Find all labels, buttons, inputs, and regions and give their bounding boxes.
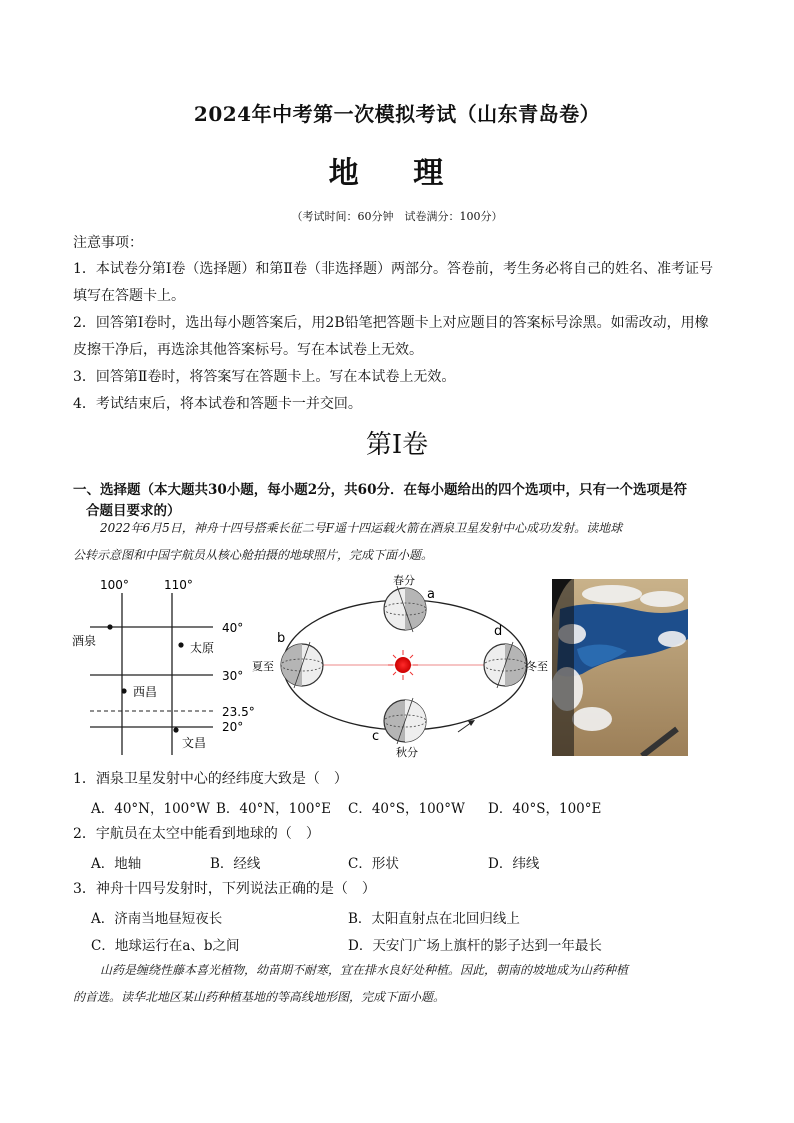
section-title: 第Ⅰ卷	[365, 430, 429, 460]
exam-title: 2024年中考第一次模拟考试（山东青岛卷）	[193, 102, 601, 126]
question-1-option-b[interactable]: B．40°N，100°E	[216, 801, 332, 817]
question-3-option-a[interactable]: A．济南当地昼短夜长	[91, 911, 223, 927]
time-info: （考试时间：60分钟 试卷满分：100分）	[291, 210, 503, 223]
label-winter: 冬至	[526, 660, 548, 673]
jiuquan-dot	[107, 624, 112, 629]
subject-title: 地 理	[328, 156, 466, 191]
question-3-option-b[interactable]: B．太阳直射点在北回归线上	[348, 911, 520, 927]
place-xichang: 西昌	[133, 685, 158, 699]
question-2-option-a[interactable]: A．地轴	[91, 856, 142, 872]
notes-item: 皮擦干净后，再选涂其他答案标号。写在本试卷上无效。	[73, 342, 423, 358]
question-3-stem: 3．神舟十四号发射时，下列说法正确的是（ ）	[73, 881, 376, 897]
question-2-option-c[interactable]: C．形状	[348, 856, 399, 872]
earth-winter	[484, 642, 526, 688]
label-spring: 春分	[393, 574, 415, 587]
lat-label-30: 30°	[222, 669, 244, 683]
earth-autumn	[384, 698, 426, 744]
passage-2-cont: 的首选。读华北地区某山药种植基地的等高线地形图，完成下面小题。	[73, 990, 446, 1004]
xichang-dot	[121, 688, 126, 693]
earth-photo	[552, 579, 688, 756]
place-wenchang: 文昌	[182, 736, 207, 750]
earth-orbit-diagram	[250, 572, 560, 762]
intro-passage: 2022年6月5日，神舟十四号搭乘长征二号F遥十四运载火箭在酒泉卫星发射中心成功发射。读地球	[100, 521, 623, 535]
question-1-option-d[interactable]: D．40°S，100°E	[488, 801, 602, 817]
lon-label-100: 100°	[100, 578, 129, 592]
wenchang-dot	[173, 727, 178, 732]
place-jiuquan: 酒泉	[72, 634, 97, 648]
lat-label-23-5: 23.5°	[222, 705, 255, 719]
question-1-option-a[interactable]: A．40°N，100°W	[91, 801, 210, 817]
latlon-grid-map	[70, 575, 260, 760]
lat-label-20: 20°	[222, 720, 244, 734]
intro-passage-cont: 公转示意图和中国宇航员从核心舱拍摄的地球照片，完成下面小题。	[73, 548, 434, 562]
label-autumn: 秋分	[396, 746, 418, 759]
taiyuan-dot	[178, 642, 183, 647]
lon-label-110: 110°	[164, 578, 193, 592]
passage-2: 山药是缠绕性藤本喜光植物，幼苗期不耐寒，宜在排水良好处种植。因此，朝南的坡地成为山药种植	[100, 963, 629, 977]
question-2-option-d[interactable]: D．纬线	[488, 856, 540, 872]
section-instruction-cont: 合题目要求的）	[86, 503, 181, 519]
notes-item: 4．考试结束后，将本试卷和答题卡一并交回。	[73, 396, 362, 412]
question-3-option-c[interactable]: C．地球运行在a、b之间	[91, 938, 240, 954]
notes-item: 1．本试卷分第Ⅰ卷（选择题）和第Ⅱ卷（非选择题）两部分。答卷前，考生务必将自己的姓名、准考证号	[73, 261, 713, 277]
section-instruction: 一、选择题（本大题共30小题，每小题2分，共60分．在每小题给出的四个选项中，只有一个选项是符	[73, 482, 687, 498]
notes-item: 3．回答第Ⅱ卷时，将答案写在答题卡上。写在本试卷上无效。	[73, 369, 456, 385]
question-2-stem: 2．宇航员在太空中能看到地球的（ ）	[73, 826, 320, 842]
question-1-option-c[interactable]: C．40°S，100°W	[348, 801, 465, 817]
label-c: c	[372, 729, 380, 744]
label-b: b	[277, 631, 286, 646]
place-taiyuan: 太原	[190, 641, 215, 655]
question-2-option-b[interactable]: B．经线	[210, 856, 261, 872]
label-d: d	[494, 624, 503, 639]
question-3-option-d[interactable]: D．天安门广场上旗杆的影子达到一年最长	[348, 938, 602, 954]
earth-spring	[384, 586, 426, 632]
label-a: a	[427, 587, 435, 602]
notes-item: 填写在答题卡上。	[73, 288, 185, 304]
question-1-stem: 1．酒泉卫星发射中心的经纬度大致是（ ）	[73, 771, 348, 787]
notes-heading: 注意事项：	[73, 235, 143, 251]
notes-item: 2．回答第Ⅰ卷时，选出每小题答案后，用2B铅笔把答题卡上对应题目的答案标号涂黑。如需改动，用橡	[73, 315, 709, 331]
lat-label-40: 40°	[222, 621, 244, 635]
sun-icon	[388, 650, 418, 680]
label-summer: 夏至	[252, 660, 274, 673]
